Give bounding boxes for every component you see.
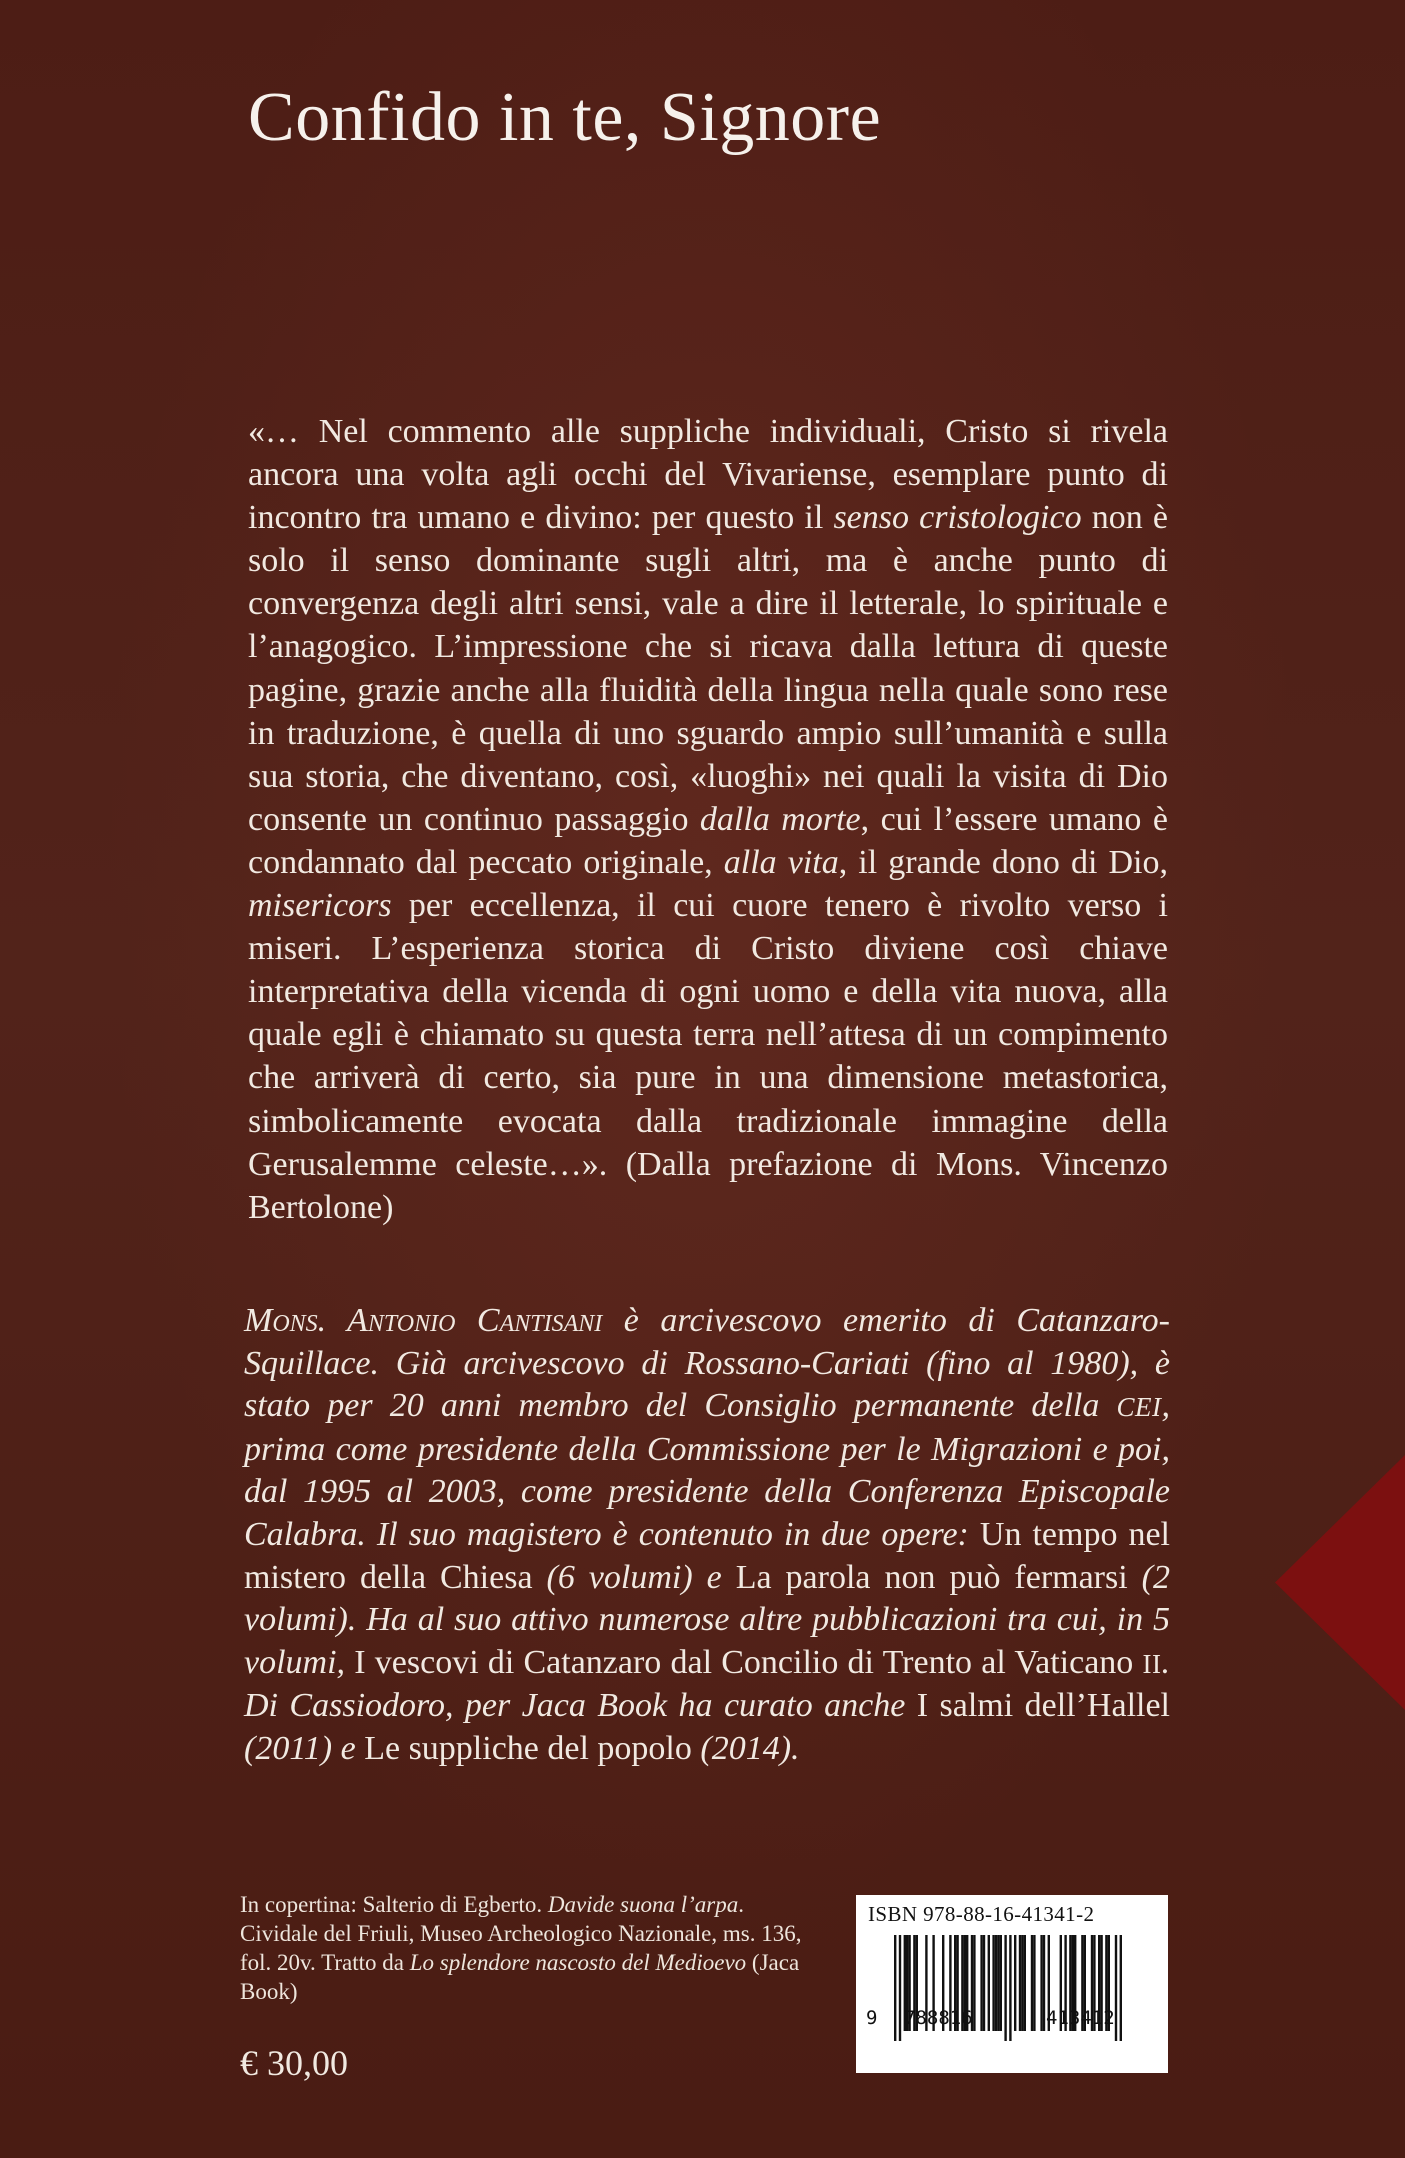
- barcode-bar: [1009, 1935, 1011, 2041]
- blurb-segment: non è solo il senso dominante sugli altri, ma è anche punto di convergenza degli altri sensi, vale a dire il letterale, lo spirituale e l’anagogico. L’impressione che si ricava dalla lettura di queste pagine, grazie anche alla fluidità della lingua nella quale sono rese in traduzione, è quella di uno sguardo ampio sull’umanità e sulla sua storia, che diventano, così, «luoghi» nei quali la visita di Dio consente un continuo passaggio: [248, 499, 1168, 838]
- barcode-bar: [1033, 1935, 1035, 2031]
- barcode-bar: [1021, 1935, 1023, 2031]
- barcode-bar: [997, 1935, 999, 2031]
- blurb-segment: senso cristologico: [833, 499, 1082, 537]
- work-title: Un tempo nel mistero della Chiesa: [244, 1515, 1170, 1596]
- caption-segment: (Jaca Book): [240, 1950, 800, 2004]
- barcode-bar: [1115, 1935, 1117, 2041]
- barcode-bar: [980, 1935, 982, 2031]
- caption-segment: Lo splendore nascosto del Medioevo: [409, 1950, 747, 1975]
- barcode-bar: [1043, 1935, 1045, 2031]
- blurb-segment: , cui l’essere umano è condannato dal peccato originale,: [248, 800, 1168, 881]
- barcode-bar: [899, 1935, 901, 2041]
- caption-segment: In copertina: Salterio di Egberto.: [240, 1892, 548, 1917]
- barcode-bar: [1004, 1935, 1006, 2041]
- barcode-bar: [1024, 1935, 1026, 2031]
- preface-excerpt: [248, 410, 1168, 1229]
- work-title: I salmi dell’Hallel: [916, 1687, 1170, 1725]
- blurb-segment: alla vita: [723, 843, 839, 881]
- barcode-bar: [1120, 1935, 1122, 2041]
- barcode-bar: [988, 1935, 990, 2031]
- barcode-bar: [894, 1935, 896, 2041]
- barcode-bar: [973, 1935, 975, 2031]
- blurb-segment: misericors: [248, 887, 392, 925]
- author-name: Mons. Antonio Cantisani: [244, 1302, 603, 1339]
- isbn-barcode: ISBN 978-88-16-41341-2 9 788816 413412: [856, 1895, 1168, 2073]
- cei-abbreviation: CEI: [1116, 1392, 1162, 1423]
- caption-segment: Davide suona l’arpa: [547, 1892, 739, 1917]
- red-triangle-decoration: [1275, 1455, 1405, 1710]
- book-title: Confido in te, Signore: [248, 79, 882, 156]
- blurb-segment: dalla morte: [699, 800, 861, 838]
- barcode-bar: [995, 1935, 997, 2031]
- barcode-bar: [992, 1935, 994, 2031]
- barcode-bar: [1019, 1935, 1021, 2031]
- price: € 30,00: [240, 2043, 348, 2083]
- barcode-bar: [1031, 1935, 1033, 2031]
- blurb-segment: per eccellenza, il cui cuore tenero è rivolto verso i miseri. L’esperienza storica di Cristo diviene così chiave interpretativa della vicenda di ogni uomo e della vita nuova, alla quale egli è chiamato su questa terra nell’attesa di un compimento che arriverà di certo, sia pure in una dimensione metastorica, simbolicamente evocata dalla tradizionale immagine della Gerusalemme celeste…». (Dalla prefazione di Mons. Vincenzo Bertolone): [248, 887, 1168, 1226]
- blurb-segment: , il grande dono di Dio,: [838, 843, 1168, 881]
- caption-segment: . Cividale del Friuli, Museo Archeologico Nazionale, ms. 136, fol. 20v. Tratto da: [240, 1892, 802, 1975]
- work-title: La parola non può fermarsi: [735, 1558, 1128, 1596]
- barcode-bar: [983, 1935, 985, 2031]
- cover-image-credit: [240, 1890, 815, 2006]
- author-biography: Mons. Antonio Cantisani è arcivescovo emerito di Catanzaro-Squillace. Già arcivescovo di Rossano-Cariati (fino al 1980), è stato per 20 anni membro del Consiglio permanente della CEI, prima come presidente della Commissione per le Migrazioni e poi, dal 1995 al 2003, come presidente della Conferenza Episcopale Calabra. Il suo magistero è contenuto in due opere: Un tempo nel mistero della Chiesa (6 volumi) e La parola non può fermarsi (2 volumi). Ha al suo attivo numerose altre pubblicazioni tra cui, in 5 volumi, I vescovi di Catanzaro dal Concilio di Trento al Vaticano II. Di Cassiodoro, per Jaca Book ha curato anche I salmi dell’Hallel (2011) e Le suppliche del popolo (2014).: [244, 1302, 1170, 1767]
- blurb-segment: «… Nel commento alle suppliche individuali, Cristo si rivela ancora una volta agli occhi del Vivariense, esemplare punto di incontro tra umano e divino: per questo il: [248, 413, 1168, 537]
- work-title: Le suppliche del popolo: [364, 1729, 692, 1767]
- isbn-label: ISBN 978-88-16-41341-2: [868, 1902, 1095, 1926]
- barcode-bar: [1000, 1935, 1002, 2031]
- barcode-bar: [1040, 1935, 1042, 2031]
- work-title: I vescovi di Catanzaro dal Concilio di Trento al Vaticano: [354, 1643, 1143, 1681]
- barcode-bar: [1014, 1935, 1016, 2031]
